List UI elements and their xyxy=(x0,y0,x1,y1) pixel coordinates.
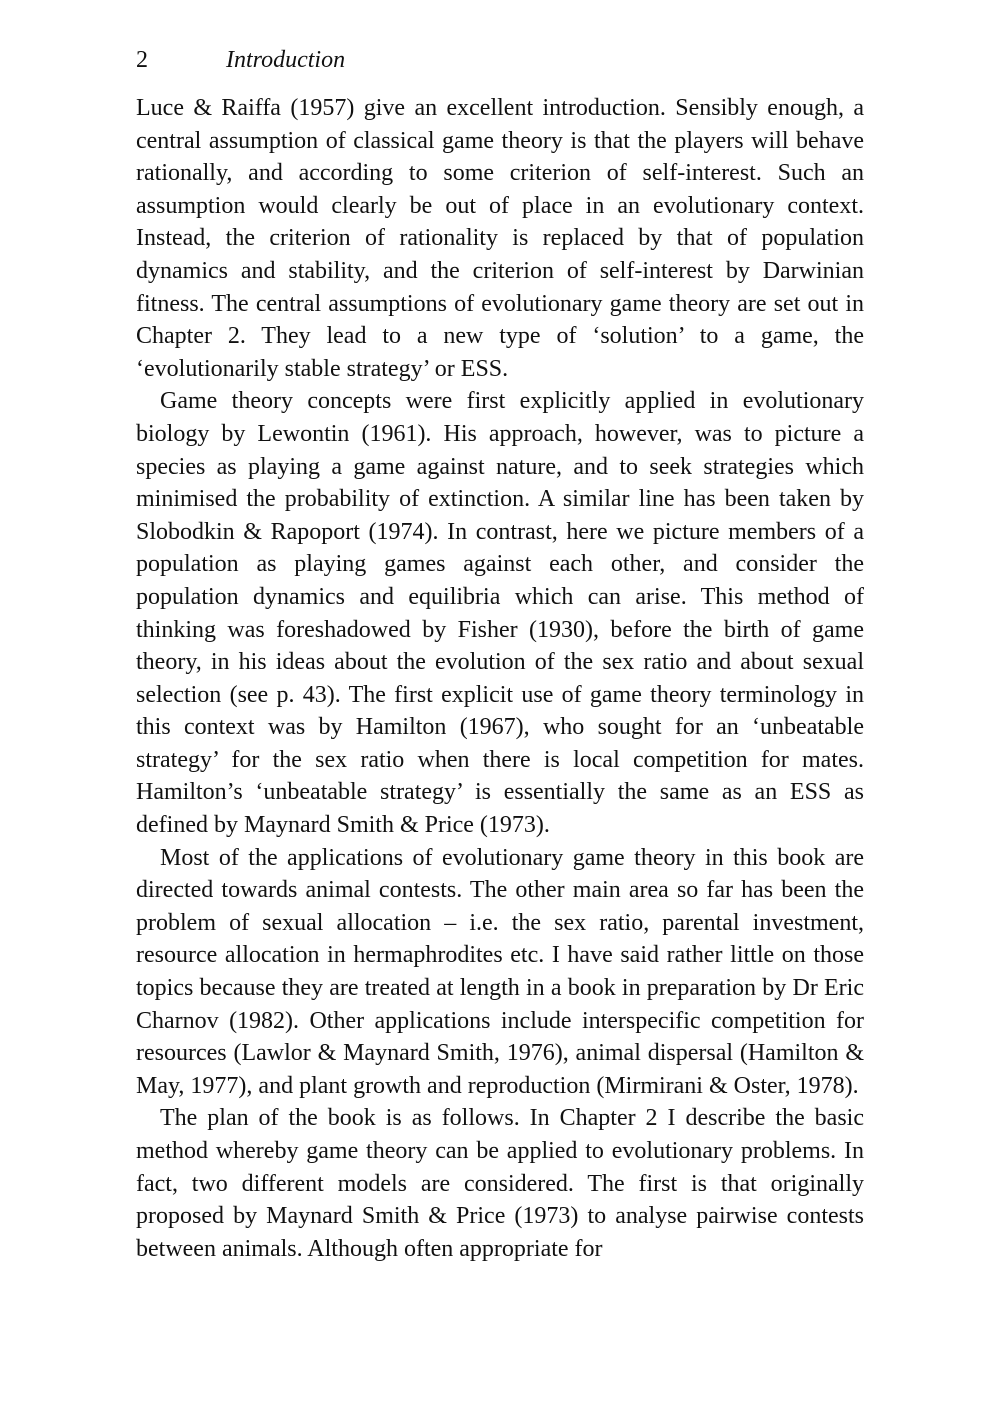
body-text xyxy=(136,92,864,1265)
paragraph-4: The plan of the book is as follows. In Chapter 2 I describe the basic method whereby game theory can be applied to evolutionary problems. In fact, two different models are considered. The first is that originally proposed by Maynard Smith & Price (1973) to analyse pairwise contests between animals. Although often appropriate for xyxy=(136,1105,864,1262)
page-number: 2 xyxy=(136,47,148,73)
paragraph-1: Luce & Raiffa (1957) give an excellent introduction. Sensibly enough, a central assumption of classical game theory is that the players will behave rationally, and according to some criterion of self-interest. Such an assumption would clearly be out of place in an evolutionary context. Instead, the criterion of rationality is replaced by that of population dynamics and stability, and the criterion of self-interest by Darwinian fitness. The central assumptions of evolutionary game theory are set out in Chapter 2. They lead to a new type of ‘solution’ to a game, the ‘evolutionarily stable strategy’ or ESS. xyxy=(136,95,864,382)
section-title: Introduction xyxy=(226,47,346,73)
paragraph-3: Most of the applications of evolutionary game theory in this book are directed towards animal contests. The other main area so far has been the problem of sexual allocation – i.e. the sex ratio, parental investment, resource allocation in hermaphrodites etc. I have said rather little on those topics because they are treated at length in a book in preparation by Dr Eric Charnov (1982). Other applications include interspecific competition for resources (Lawlor & Maynard Smith, 1976), animal dispersal (Hamilton & May, 1977), and plant growth and reproduction (Mirmirani & Oster, 1978). xyxy=(136,844,864,1099)
running-head xyxy=(136,40,864,92)
book-page xyxy=(136,40,864,1265)
paragraph-2: Game theory concepts were first explicitly applied in evolutionary biology by Lewontin (1961). His approach, however, was to picture a species as playing a game against nature, and to seek strategies which minimised the probability of extinction. A similar line has been taken by Slobodkin & Rapoport (1974). In contrast, here we picture members of a population as playing games against each other, and consider the population dynamics and equilibria which can arise. This method of thinking was foreshadowed by Fisher (1930), before the birth of game theory, in his ideas about the evolution of the sex ratio and about sexual selection (see p. 43). The first explicit use of game theory terminology in this context was by Hamilton (1967), who sought for an ‘unbeatable strategy’ for the sex ratio when there is local competition for mates. Hamilton’s ‘unbeatable strategy’ is essentially the same as an ESS as defined by Maynard Smith & Price (1973). xyxy=(136,388,864,839)
